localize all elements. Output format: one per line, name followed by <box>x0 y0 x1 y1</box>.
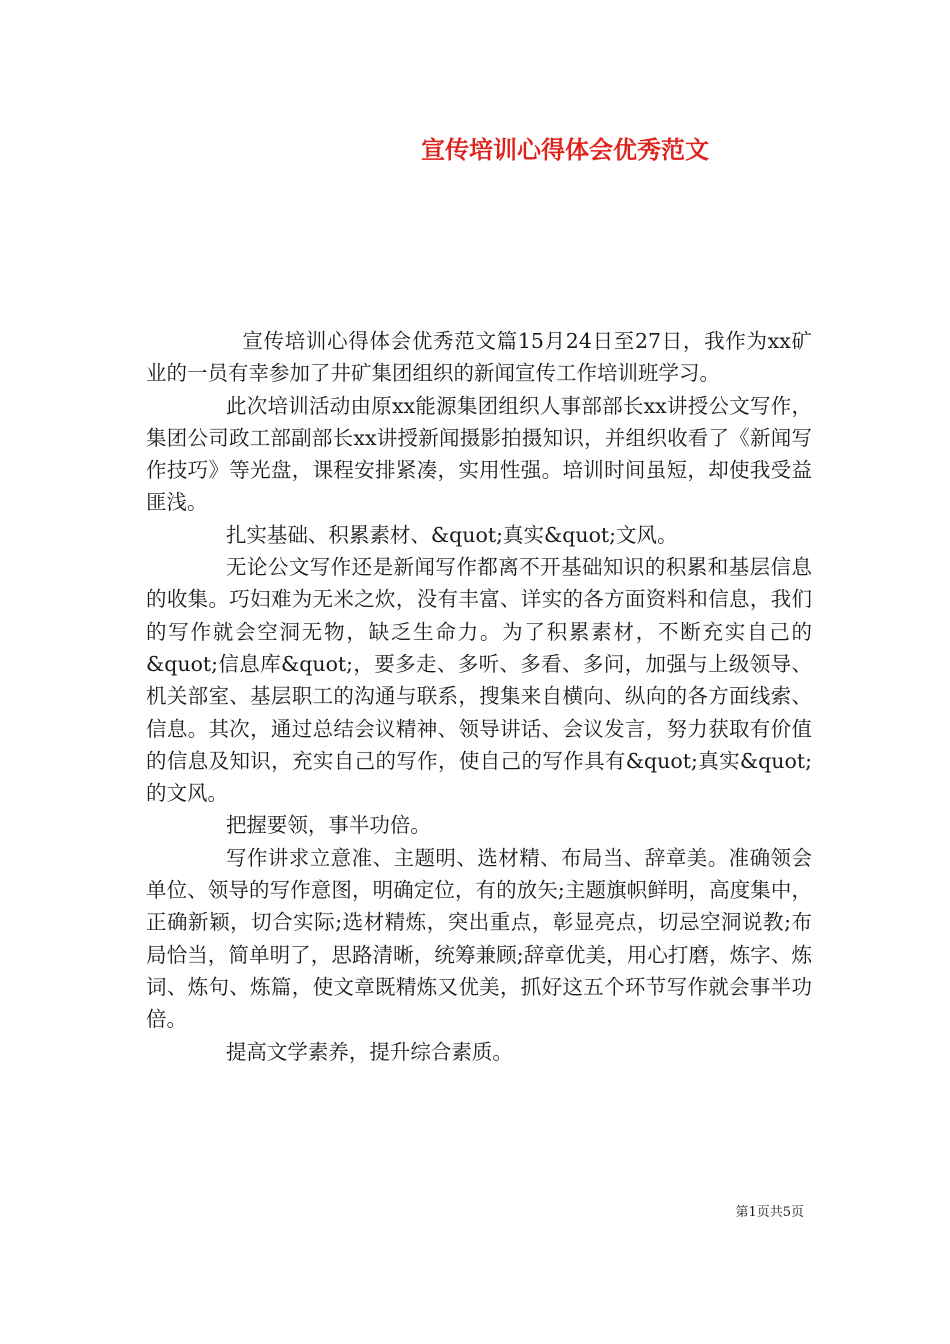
paragraph-5: 把握要领，事半功倍。 <box>225 813 431 838</box>
document-body <box>146 325 812 1068</box>
paragraph-3: 扎实基础、积累素材、&quot;真实&quot;文风。 <box>225 522 678 547</box>
paragraph-6: 写作讲求立意准、主题明、选材精、布局当、辞章美。准确领会单位、领导的写作意图，明确定位，有的放矢;主题旗帜鲜明，高度集中，正确新颖，切合实际;选材精炼，突出重点，彰显亮点，切忌空洞说教;布局恰当，简单明了，思路清晰，统筹兼顾;辞章优美，用心打磨，炼字、炼词、炼句、炼篇，使文章既精炼又优美，抓好这五个环节写作就会事半功倍。 <box>146 845 812 1032</box>
page-number: 第1页共5页 <box>735 1205 804 1220</box>
paragraph-2: 此次培训活动由原xx能源集团组织人事部部长xx讲授公文写作，集团公司政工部副部长xx讲授新闻摄影拍摄知识，并组织收看了《新闻写作技巧》等光盘，课程安排紧凑，实用性强。培训时间虽短，却使我受益匪浅。 <box>146 393 812 515</box>
paragraph-4: 无论公文写作还是新闻写作都离不开基础知识的积累和基层信息的收集。巧妇难为无米之炊，没有丰富、详实的各方面资料和信息，我们的写作就会空洞无物，缺乏生命力。为了积累素材，不断充实自己的&quot;信息库&quot;，要多走、多听、多看、多问，加强与上级领导、机关部室、基层职工的沟通与联系，搜集来自横向、纵向的各方面线索、信息。其次，通过总结会议精神、领导讲话、会议发言，努力获取有价值的信息及知识，充实自己的写作，使自己的写作具有&quot;真实&quot;的文风。 <box>146 555 812 806</box>
document-title: 宣传培训心得体会优秀范文 <box>421 135 709 164</box>
paragraph-7: 提高文学素养，提升综合素质。 <box>225 1039 513 1064</box>
paragraph-1: 宣传培训心得体会优秀范文篇15月24日至27日，我作为xx矿业的一员有幸参加了井矿集团组织的新闻宣传工作培训班学习。 <box>146 329 812 386</box>
